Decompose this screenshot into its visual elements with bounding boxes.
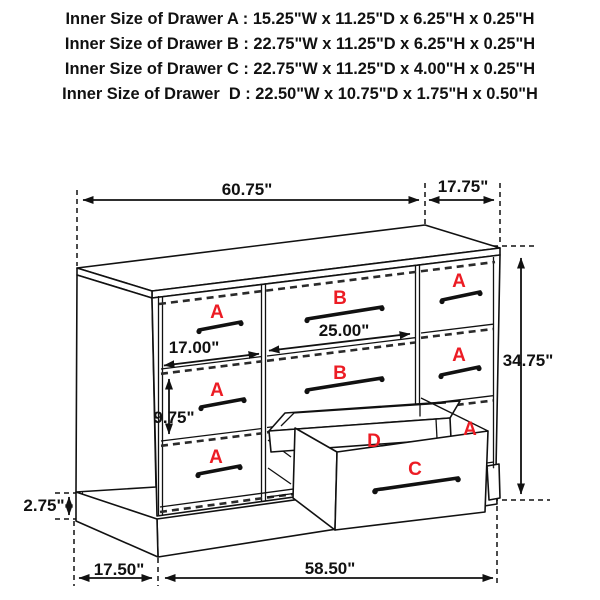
label-drawer-c: C: [408, 459, 422, 480]
inner-size-line-a: Inner Size of Drawer A : 15.25"W x 11.25"D x 6.25"H x 0.25"H: [65, 10, 535, 28]
inner-size-line-c: Inner Size of Drawer C : 22.75"W x 11.25"D x 4.00"H x 0.25"H: [64, 60, 536, 78]
dim-label-a-height: 9.75": [153, 408, 195, 427]
label-drawer-a-left-middle: A: [210, 380, 224, 401]
dim-label-base-height: 2.75": [23, 496, 65, 515]
dim-label-a-width: 17.00": [168, 338, 220, 357]
dim-label-bottom-width: 58.50": [304, 559, 356, 578]
dresser-base-left: [76, 492, 158, 557]
dim-label-top-width: 60.75": [221, 180, 273, 199]
label-drawer-b-top: B: [333, 288, 347, 309]
label-drawer-a-right-middle: A: [452, 345, 466, 366]
dim-label-top-depth: 17.75": [437, 177, 489, 196]
inner-size-line-d: Inner Size of Drawer D : 22.50"W x 10.75"D x 1.75"H x 0.50"H: [62, 85, 538, 103]
label-drawer-a-left-top: A: [210, 302, 224, 323]
dim-label-b-width: 25.00": [318, 321, 370, 340]
dresser-left-side-panel: [76, 275, 156, 492]
dim-label-total-height: 34.75": [502, 351, 554, 370]
dim-label-bottom-depth: 17.50": [93, 560, 145, 579]
label-drawer-d: D: [367, 431, 381, 452]
label-drawer-a-left-bottom: A: [209, 447, 223, 468]
label-drawer-a-right-bottom: A: [463, 419, 477, 440]
label-drawer-b-bottom: B: [333, 363, 347, 384]
label-drawer-a-right-top: A: [452, 271, 466, 292]
inner-size-line-b: Inner Size of Drawer B : 22.75"W x 11.25"D x 6.25"H x 0.25"H: [64, 35, 536, 53]
dresser-right-foot: [487, 464, 500, 500]
